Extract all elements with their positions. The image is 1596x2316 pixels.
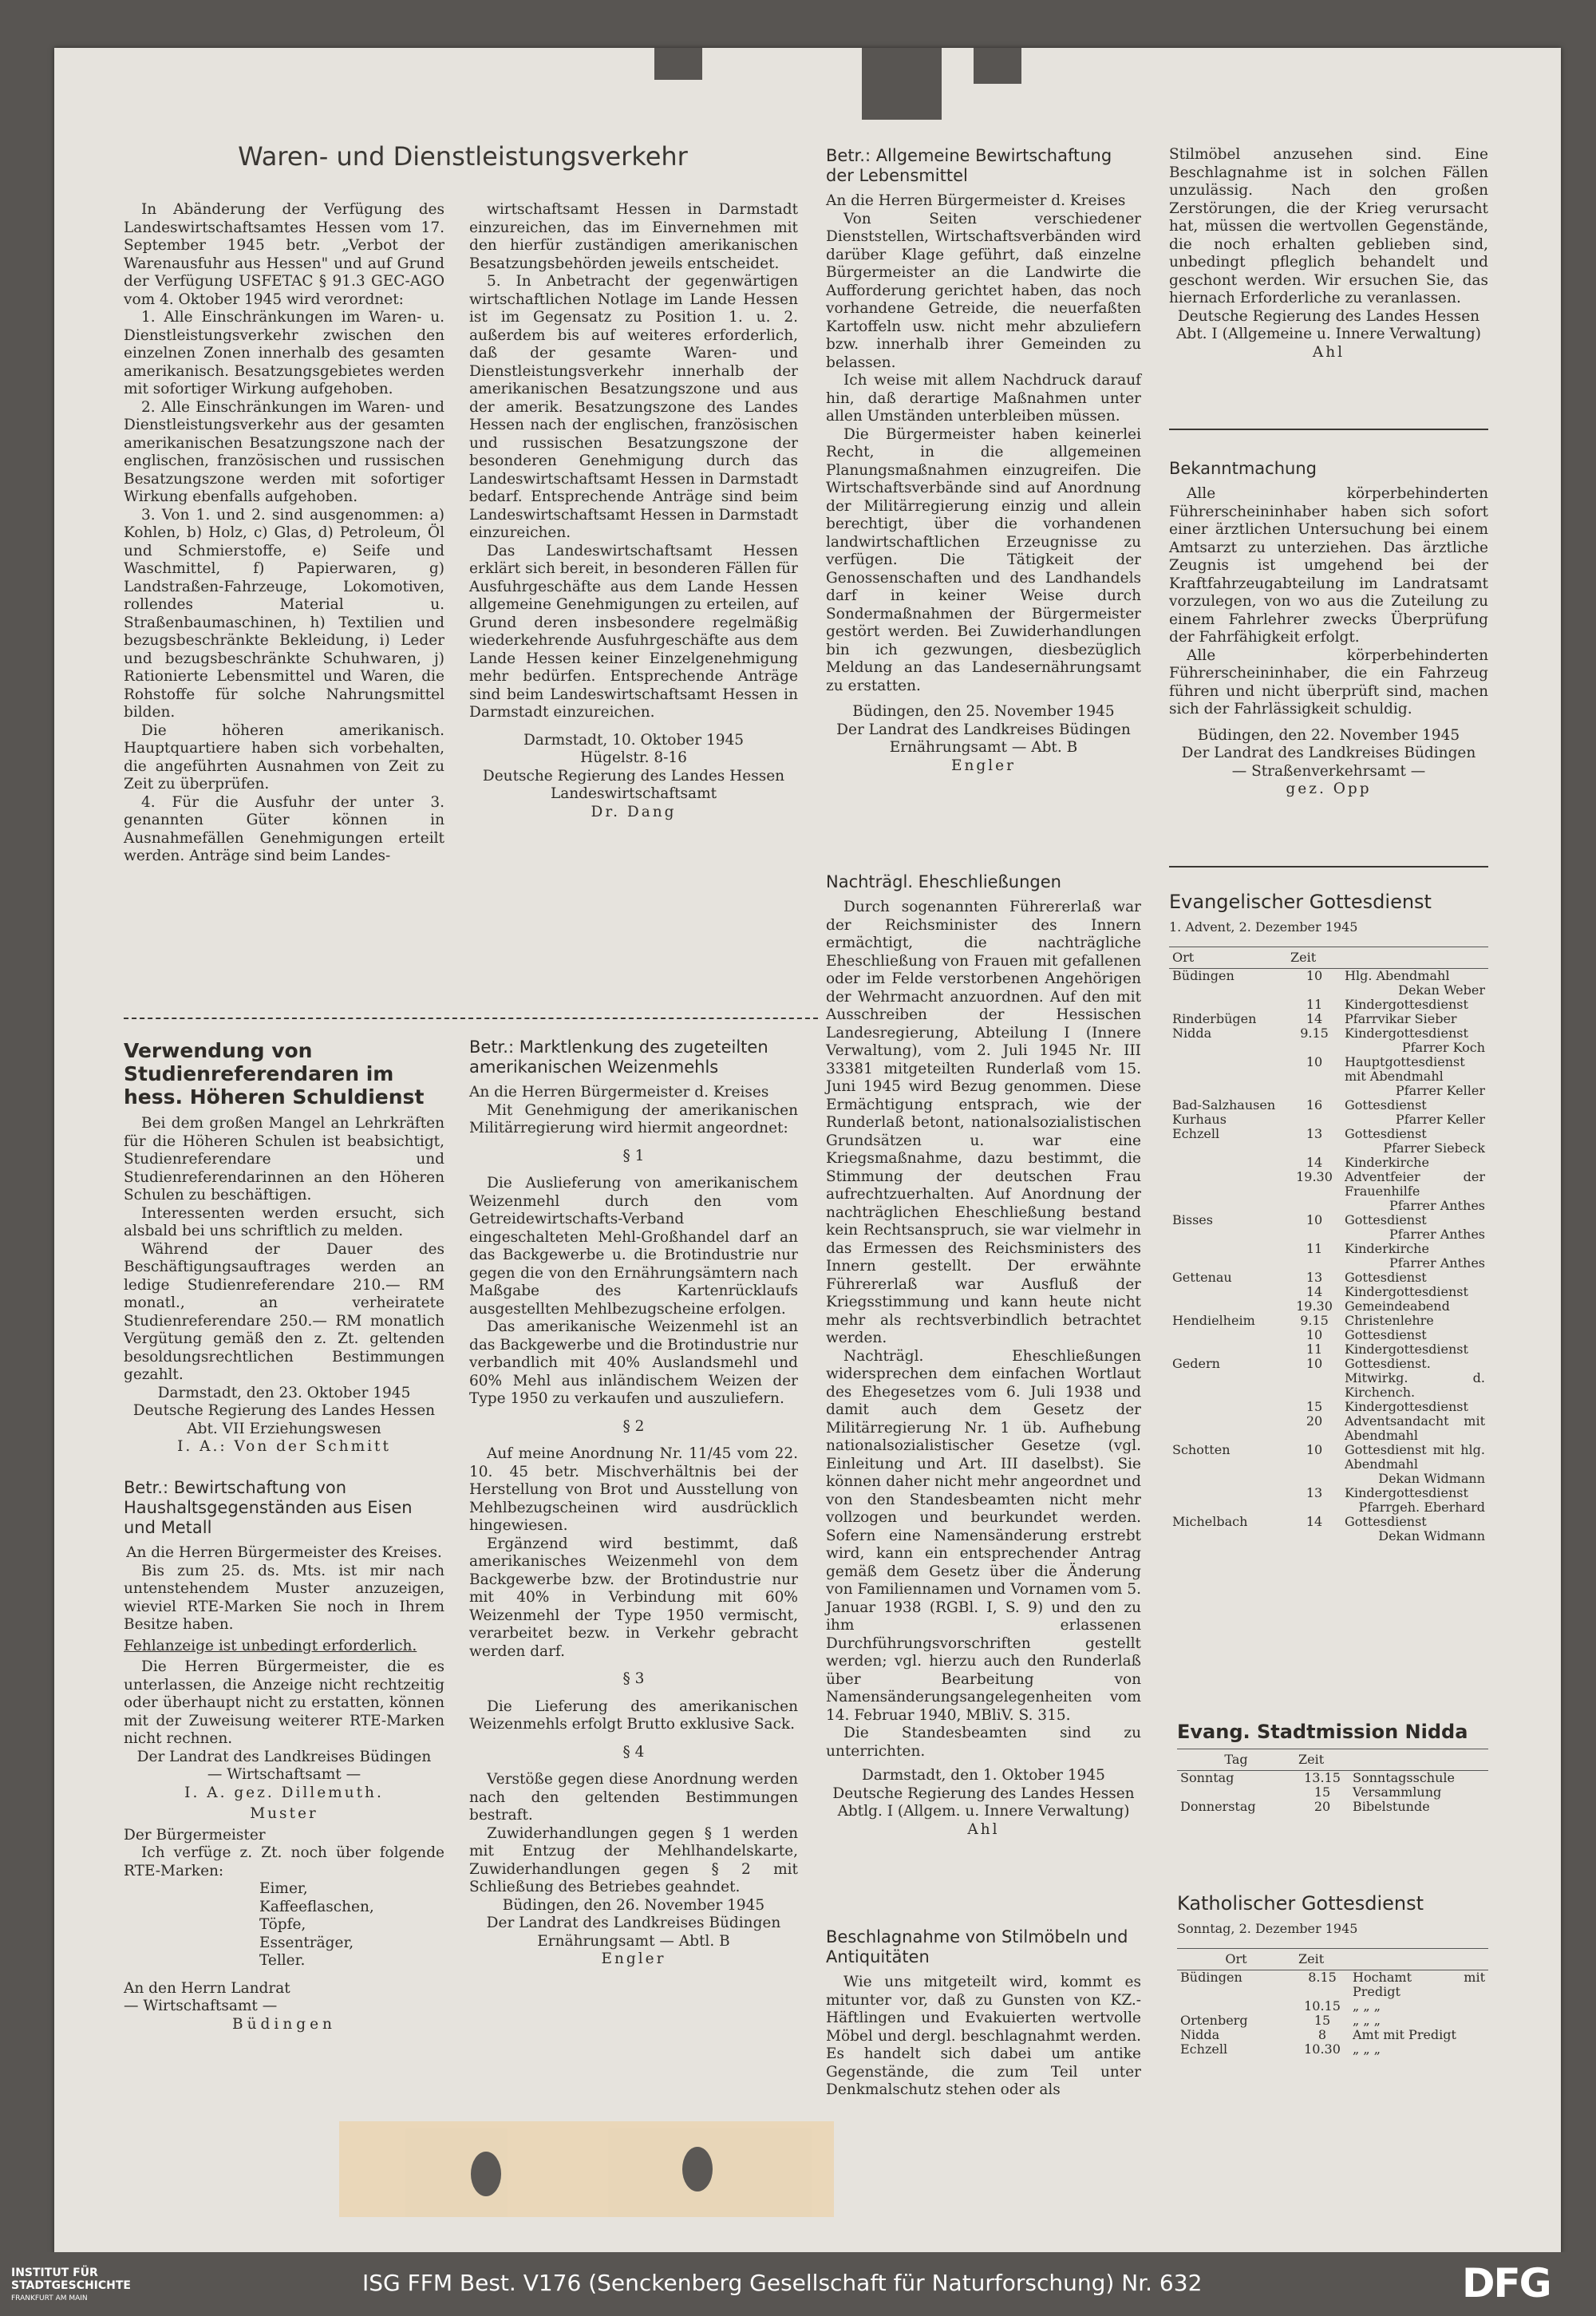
evangelical-table	[1169, 947, 1488, 1543]
cell-place: Gettenau	[1172, 1269, 1232, 1285]
signature: Engler	[951, 757, 1016, 774]
table-row	[1177, 2028, 1488, 2042]
paragraph: Alle körperbehinderten Führerscheininhaber haben sich sofort einer ärztlichen Untersuchung bei einem Amtsarzt zu unterziehen. Das ärztliche Zeugnis ist umgehend bei der Kraftfahrzeugabteilung im Landratsamt vorzulegen, von wo aus die Zuteilung zu einem Fahrlehrer zwecks Überprüfung der Fahrfähigkeit erfolgt.	[1169, 485, 1488, 646]
paragraph: Stilmöbel anzusehen sind. Eine Beschlagnahme ist in solchen Fällen unzulässig. Nach den großen Zerstörungen, die der Krieg verursacht hat, müssen die wertvollen Gegenstände, die noch erhalten geblieben sind, unbedingt pfleglich behandelt und geschont werden. Wir ersuchen Sie, das hiernach Erforderliche zu veranlassen.	[1169, 146, 1488, 306]
address-line: Büdingen	[232, 2015, 336, 2033]
table-row	[1169, 1400, 1488, 1414]
cell-event	[1341, 1414, 1488, 1443]
event-text: Gemeindeabend	[1345, 1298, 1450, 1314]
table-row	[1169, 1170, 1488, 1213]
torn-edge	[974, 48, 1021, 84]
header-block	[120, 141, 806, 180]
archive-signature: ISG FFM Best. V176 (Senckenberg Gesellschaft für Naturforschung) Nr. 632	[362, 2270, 1203, 2296]
event-text: Gottesdienst	[1345, 1097, 1427, 1113]
col-place: Ort	[1169, 947, 1287, 968]
punch-hole	[471, 2152, 501, 2196]
license-notice	[1169, 459, 1488, 799]
sign-line: Abt. I (Allgemeine u. Innere Verwaltung)	[1176, 326, 1481, 342]
table-row	[1169, 998, 1488, 1012]
cell-event	[1341, 1170, 1488, 1213]
cell-place	[1177, 1785, 1295, 1800]
officiant: Pfarrer Anthes	[1389, 1226, 1485, 1242]
catholic-table	[1177, 1948, 1488, 2057]
table-row	[1169, 1026, 1488, 1055]
cell-time: 15	[1314, 1784, 1331, 1800]
cell-place	[1169, 1156, 1287, 1170]
table-row	[1169, 1443, 1488, 1486]
catholic-date: Sonntag, 2. Dezember 1945	[1177, 1921, 1358, 1936]
paragraph: 2. Alle Einschränkungen im Waren- und Dienstleistungsverkehr aus der gesamten amerikanischen Besatzungszone nach der englischen, französischen und russischen Besatzungszone werden mit sofortiger Wirkung ebenfalls aufgehoben.	[124, 398, 444, 505]
cell-place	[1169, 1414, 1287, 1443]
event-text: Adventfeier der Frauenhilfe	[1345, 1168, 1485, 1199]
mission-title: Evang. Stadtmission Nidda	[1177, 1721, 1468, 1743]
cell-time: 19.30	[1296, 1168, 1333, 1184]
address-line: An die Herren Bürgermeister des Kreises.	[126, 1544, 442, 1561]
cell-event	[1341, 1515, 1488, 1543]
event-text: Kindergottesdienst	[1345, 1283, 1468, 1299]
cell-event	[1341, 1213, 1488, 1242]
cell-time: 8	[1317, 2026, 1327, 2042]
table-row	[1169, 1055, 1488, 1098]
cell-place	[1169, 1342, 1287, 1357]
sign-line: Ernährungsamt — Abt. B	[889, 739, 1078, 756]
table-row	[1169, 1314, 1488, 1328]
paragraph: Nachträgl. Eheschließungen widersprechen dem einfachen Wortlaut des Ehegesetzes vom 6. Juli 1938 und damit auch dem Gesetz der Militärregierung Nr. 1 üb. Aufhebung nationalsozialistischer Gesetze (vgl. Einleitung und Art. III daselbst). Sie können daher nicht mehr angeordnet und von den Standesbeamten nicht mehr vollzogen und beurkundet werden. Sofern eine Namensänderung erstrebt wird, kann ein entsprechender Antrag gemäß dem Gesetz über die Änderung von Familiennamen und Vornamen vom 5. Januar 1938 (RGBl. I, S. 9) und den zu ihm erlassenen Durchführungsvorschriften gestellt werden; vgl. hierzu auch den Runderlaß über Bearbeitung von Namensänderungsangelegenheiten vom 14. Februar 1940, MBliV. S. 315.	[826, 1347, 1141, 1724]
signature: gez. Opp	[1286, 781, 1372, 797]
sign-line: Darmstadt, den 1. Oktober 1945	[862, 1767, 1105, 1784]
cell-event	[1341, 1127, 1488, 1156]
table-row	[1169, 1342, 1488, 1357]
cell-event	[1341, 1299, 1488, 1314]
cell-place: Bisses	[1172, 1211, 1213, 1227]
event-text: Gottesdienst mit hlg. Abendmahl	[1345, 1441, 1485, 1472]
cell-place: Gedern	[1172, 1355, 1220, 1371]
cell-time: 9.15	[1300, 1312, 1329, 1328]
table-row	[1177, 1771, 1488, 1786]
cell-place: Michelbach	[1172, 1513, 1248, 1529]
paragraph: Von Seiten verschiedener Dienststellen, Wirtschaftsverbänden wird darüber Klage geführt, daß einzelne Bürgermeister an die Landwirte die Aufforderung gerichtet haben, das noch vorhandene Getreide, die neuerfaßten Kartoffeln usw. nicht mehr abzuliefern bzw. innerhalb ihrer Gemeinden zu belassen.	[826, 210, 1141, 371]
evangelical-title: Evangelischer Gottesdienst	[1169, 891, 1432, 913]
event-text: Amt mit Predigt	[1353, 2026, 1456, 2042]
paragraph: Die Auslieferung von amerikanischem Weizenmehl durch den vom Getreidewirtschafts-Verband eingeschalteten Mehl-Großhandel darf an das Backgewerbe u. die Brotindustrie nur gegen die von den Ernährungsämtern nach Maßgabe des Kartenrücklaufs ausgestellten Mehlbezugscheine erfolgen.	[469, 1175, 798, 1318]
sign-line: Darmstadt, den 23. Oktober 1945	[157, 1384, 411, 1401]
cell-event	[1341, 968, 1488, 998]
form-item: Eimer,	[259, 1880, 308, 1897]
household-notice	[124, 1478, 444, 2033]
event-text: Gottesdienst	[1345, 1211, 1427, 1227]
cell-event	[1341, 1357, 1488, 1400]
cell-place	[1177, 1999, 1295, 2014]
section-symbol: § 3	[622, 1670, 645, 1687]
cell-event	[1341, 1098, 1488, 1127]
torn-edge	[862, 48, 942, 120]
paragraph: Bis zum 25. ds. Mts. ist mir nach untenstehendem Muster anzuzeigen, wieviel RTE-Marken Sie noch in Ihrem Besitze haben.	[124, 1562, 444, 1633]
table-row	[1177, 2042, 1488, 2057]
catholic-services	[1177, 1894, 1488, 2057]
paragraph: Die Lieferung des amerikanischen Weizenmehls erfolgt Brutto exklusive Sack.	[469, 1697, 798, 1733]
event-text: Pfarrvikar Sieber	[1345, 1010, 1457, 1026]
cell-place: Büdingen	[1172, 967, 1235, 983]
notice-title: Betr.: Marktlenkung des zugeteilten amerikanischen Weizenmehls	[469, 1037, 768, 1077]
cell-place	[1169, 998, 1287, 1012]
paragraph: Durch sogenannten Führererlaß war der Reichsminister des Innern ermächtigt, die nachträgliche Eheschließung von Frauen mit gefallenen oder im Felde verstorbenen Angehörigen der Wehrmacht anzuordnen. Auf den mit Ausschreiben der Hessischen Landesregierung, Abteilung I (Innere Verwaltung), vom 2. Juli 1945 Nr. III 33381 mitgeteilten Runderlaß vom 15. Juni 1945 wird Bezug genommen. Diese Ermächtigung entsprach, wie der Runderlaß betont, nationalsozialistischen Grundsätzen u. war eine Kriegsmaßnahme, dazu bestimmt, die Stimmung der deutschen Frau aufrechtzuerhalten. Auf Anordnung der nachträglichen Eheschließung bestand kein Rechtsanspruch, sie war vielmehr in das Ermessen des Reichsministers des Innern gestellt. Der erwähnte Führererlaß war Ausfluß der Kriegsstimmung und kann heute nicht mehr als rechtsverbindlich betrachtet werden.	[826, 899, 1141, 1346]
table-row	[1169, 1127, 1488, 1156]
cell-time: 20	[1314, 1799, 1331, 1814]
form-heading: Muster	[250, 1805, 318, 1822]
ordinance-col1	[124, 201, 444, 866]
form-item: Essenträger,	[259, 1934, 354, 1951]
paragraph: Bei dem großen Mangel an Lehrkräften für die Höheren Schulen ist beabsichtigt, Studienreferendare und Studienreferendarinnen an den Höheren Schulen zu beschäftigen.	[124, 1115, 444, 1203]
ordinance-col2	[469, 201, 798, 821]
cell-event	[1341, 1342, 1488, 1357]
form-item: Töpfe,	[259, 1916, 306, 1933]
officiant: Dekan Widmann	[1378, 1470, 1485, 1486]
table-row	[1169, 1156, 1488, 1170]
cell-place	[1169, 1285, 1287, 1299]
officiant: Dekan Weber	[1398, 982, 1485, 998]
underline-note: Fehlanzeige ist unbedingt erforderlich.	[124, 1637, 417, 1654]
paragraph: Die Bürgermeister haben keinerlei Recht, in die allgemeinen Planungsmaßnahmen einzugreifen. Die Wirtschaftsverbände sind auf Anordnung der Militärregierung einzig und allein berechtigt, über die vorhandenen landwirtschaftlichen Erzeugnisse zu verfügen. Die Tätigkeit der Genossenschaften und des Landhandels darf in keiner Weise durch Sondermaßnahmen der Bürgermeister gestört werden. Bei Zuwiderhandlungen bin ich gezwungen, diesbezüglich Meldung an das Landesernährungsamt zu erstatten.	[826, 425, 1141, 694]
paragraph: Die höheren amerikanisch. Hauptquartiere haben sich vorbehalten, die angeführten Ausnahmen von Zeit zu Zeit zu überprüfen.	[124, 721, 444, 792]
sign-line: Büdingen, den 25. November 1945	[852, 703, 1115, 720]
marriage-notice	[826, 872, 1141, 1839]
officiant: Pfarrer Anthes	[1389, 1197, 1485, 1213]
form-line: Ich verfüge z. Zt. noch über folgende RTE-Marken:	[124, 1844, 444, 1879]
cell-place	[1169, 1486, 1287, 1515]
seizure-notice	[826, 1927, 1141, 2100]
cell-time: 10.15	[1304, 1998, 1341, 2014]
punch-hole	[682, 2147, 713, 2192]
cell-place: Nidda	[1172, 1025, 1212, 1041]
paragraph: Mit Genehmigung der amerikanischen Militärregierung wird hiermit angeordnet:	[469, 1101, 798, 1136]
table-row	[1169, 1357, 1488, 1400]
cell-event	[1349, 1970, 1488, 1999]
cell-place: Nidda	[1180, 2026, 1220, 2042]
cell-event	[1341, 1486, 1488, 1515]
paragraph: Die Herren Bürgermeister, die es unterlassen, die Anzeige nicht rechtzeitig oder überhaupt nicht zu erstatten, können mit der Zuweisung weiterer RTE-Marken nicht rechnen.	[124, 1658, 444, 1747]
cell-event	[1341, 1314, 1488, 1328]
col-time: Zeit	[1287, 947, 1341, 968]
section-symbol: § 4	[622, 1743, 645, 1761]
signature: Engler	[601, 1950, 666, 1967]
table-row	[1169, 1271, 1488, 1285]
form-item: Kaffeeflaschen,	[259, 1898, 374, 1915]
event-text: „ „ „	[1353, 1998, 1381, 2014]
paragraph: 4. Für die Ausfuhr der unter 3. genannten Güter können in Ausnahmefällen Genehmigungen erteilt werden. Anträge sind beim Landes-	[124, 793, 444, 864]
form-item: Teller.	[259, 1952, 306, 1969]
officiant: Pfarrer Keller	[1395, 1082, 1485, 1098]
table-row	[1177, 1999, 1488, 2014]
event-text: Bibelstunde	[1353, 1799, 1430, 1814]
address-line: An die Herren Bürgermeister d. Kreises	[826, 192, 1126, 209]
cell-event	[1341, 998, 1488, 1012]
paragraph: Während der Dauer des Beschäftigungsauftrages werden an ledige Studienreferendare 210.— RM monatl., an verheiratete Studienreferendare 250.— RM monatlich Vergütung gemäß den z. Zt. geltenden besoldungsrechtlichen Bestimmungen gezahlt.	[124, 1240, 444, 1383]
event-text: Christenlehre	[1345, 1312, 1434, 1328]
cell-event	[1341, 1443, 1488, 1486]
cell-time: 10	[1306, 1355, 1323, 1371]
table-row	[1177, 1785, 1488, 1800]
cell-place: Echzell	[1180, 2041, 1228, 2057]
paragraph: Auf meine Anordnung Nr. 11/45 vom 22. 10. 45 betr. Mischverhältnis bei der Herstellung von Brot und Ausstellung von Mehlbezugscheinen wird ausdrücklich hingewiesen.	[469, 1445, 798, 1534]
table-row	[1169, 1213, 1488, 1242]
event-text: Gottesdienst	[1345, 1326, 1427, 1342]
address-line: An die Herren Bürgermeister d. Kreises	[469, 1084, 769, 1101]
evangelical-date: 1. Advent, 2. Dezember 1945	[1169, 919, 1358, 935]
cell-time: 15	[1306, 1398, 1323, 1414]
cell-time: 10	[1306, 1211, 1323, 1227]
paragraph: Verstöße gegen diese Anordnung werden nach den geltenden Bestimmungen bestraft.	[469, 1771, 798, 1824]
paragraph: Die Standesbeamten sind zu unterrichten.	[826, 1725, 1141, 1760]
signature: I. A. gez. Dillemuth.	[184, 1784, 384, 1801]
address-line: An den Herrn Landrat	[124, 1979, 290, 1997]
cell-place: Bad-Salzhausen Kurhaus	[1172, 1097, 1276, 1127]
paragraph: 1. Alle Einschränkungen im Waren- u. Dienstleistungsverkehr zwischen den einzelnen Zonen innerhalb des gesamten amerikanisch. Besatzungsgebietes werden mit sofortiger Wirkung aufgehoben.	[124, 309, 444, 397]
table-row	[1169, 968, 1488, 998]
cell-time: 14	[1306, 1010, 1323, 1026]
cell-event	[1341, 1012, 1488, 1026]
cell-time: 13	[1306, 1269, 1323, 1285]
event-text: „ „ „	[1353, 2041, 1381, 2057]
cell-time: 10	[1306, 1053, 1323, 1069]
col-time: Zeit	[1295, 1948, 1349, 1970]
page-title: Waren- und Dienstleistungsverkehr	[238, 141, 688, 172]
signature: I. A.: Von der Schmitt	[177, 1438, 391, 1455]
dfg-logo: DFG	[1462, 2260, 1551, 2306]
torn-edge	[654, 48, 702, 80]
sign-line: Der Landrat des Landkreises Büdingen	[836, 721, 1131, 738]
table-row	[1169, 1414, 1488, 1443]
paragraph: Interessenten werden ersucht, sich alsbald bei uns schriftlich zu melden.	[124, 1204, 444, 1239]
officiant: Pfarrer Koch	[1401, 1039, 1485, 1055]
cell-time: 10.30	[1304, 2041, 1341, 2057]
event-text: Gottesdienst	[1345, 1513, 1427, 1529]
signature: Ahl	[1312, 343, 1345, 361]
archive-footer	[0, 2252, 1596, 2316]
cell-place	[1169, 1328, 1287, 1342]
officiant: Pfarrer Siebeck	[1383, 1140, 1485, 1156]
cell-time: 20	[1306, 1413, 1323, 1429]
cell-time: 11	[1306, 1240, 1323, 1256]
event-text: Hlg. Abendmahl	[1345, 967, 1450, 983]
cell-event	[1349, 1800, 1488, 1814]
sign-line: Abt. VII Erziehungswesen	[187, 1420, 381, 1437]
table-row	[1169, 1012, 1488, 1026]
cell-time: 13	[1306, 1484, 1323, 1500]
sign-line: Der Landrat des Landkreises Büdingen	[136, 1748, 432, 1765]
cell-event	[1349, 1999, 1488, 2014]
catholic-title: Katholischer Gottesdienst	[1177, 1892, 1424, 1915]
paragraph: wirtschaftsamt Hessen in Darmstadt einzureichen, das im Einvernehmen mit den hierfür zuständigen amerikanischen Besatzungsbehörden jeweils entscheidet.	[469, 201, 798, 272]
event-text: Hauptgottesdienst mit Abendmahl	[1345, 1053, 1465, 1084]
cell-place	[1169, 1055, 1287, 1098]
officiant: Pfarrer Anthes	[1389, 1255, 1485, 1271]
cell-place: Büdingen	[1180, 1969, 1242, 1985]
cell-time: 15	[1314, 2012, 1331, 2028]
cell-time: 13.15	[1304, 1770, 1341, 1785]
cell-place: Ortenberg	[1180, 2012, 1248, 2028]
cell-event	[1341, 1328, 1488, 1342]
notice-title: Betr.: Bewirtschaftung von Haushaltsgegenständen aus Eisen und Metall	[124, 1478, 413, 1537]
sign-line: — Straßenverkehrsamt —	[1231, 762, 1426, 780]
cell-time: 8.15	[1308, 1969, 1337, 1985]
cell-event	[1341, 1285, 1488, 1299]
table-row	[1177, 1970, 1488, 1999]
paragraph: Ich weise mit allem Nachdruck darauf hin, daß derartige Maßnahmen unter allen Umständen unterbleiben müssen.	[826, 372, 1141, 425]
sign-line: Ernährungsamt — Abtl. B	[537, 1932, 730, 1950]
cell-event	[1349, 1771, 1488, 1786]
sign-line: Büdingen, den 22. November 1945	[1197, 726, 1460, 744]
table-row	[1169, 1486, 1488, 1515]
event-text: Kindergottesdienst	[1345, 996, 1468, 1012]
form-line: Der Bürgermeister	[124, 1826, 266, 1844]
sign-line: Der Landrat des Landkreises Büdingen	[1181, 745, 1476, 761]
cell-event	[1349, 2042, 1488, 2057]
paragraph: Das Landeswirtschaftsamt Hessen erklärt sich bereit, in besonderen Fällen für Ausfuhrgeschäfte aus dem Lande Hessen allgemeine Genehmigungen zu erteilen, auf Grund deren insbesondere regelmäßig wiederkehrende Ausfuhrgeschäfte aus dem Lande Hessen keiner Einzelgenehmigung mehr bedürfen. Entsprechende Anträge sind beim Landeswirtschaftsamt Hessen in Darmstadt einzureichen.	[469, 542, 798, 721]
officiant: Pfarrer Keller	[1395, 1111, 1485, 1127]
event-text: Gottesdienst	[1345, 1125, 1427, 1141]
paragraph: Das amerikanische Weizenmehl ist an das Backgewerbe und die Brotindustrie nur verbandlich mit 40% Auslandsmehl und 60% Mehl aus inländischem Weizen der Type 1950 zu verkaufen und auszuliefern.	[469, 1318, 798, 1407]
event-text: Kindergottesdienst	[1345, 1341, 1468, 1357]
table-row	[1177, 1800, 1488, 1814]
food-management-notice	[826, 146, 1141, 775]
cell-time: 9.15	[1300, 1025, 1329, 1041]
signature: Dr. Dang	[591, 803, 677, 820]
table-row	[1169, 1285, 1488, 1299]
notice-title: Nachträgl. Eheschließungen	[826, 872, 1061, 891]
cell-time: 11	[1306, 1341, 1323, 1357]
cell-place: Donnerstag	[1180, 1799, 1256, 1814]
tape-strip	[339, 2121, 834, 2217]
mission-table	[1177, 1749, 1488, 1814]
cell-time: 11	[1306, 996, 1323, 1012]
furniture-notice-cont	[1169, 146, 1488, 362]
table-row	[1169, 1299, 1488, 1314]
signature: Ahl	[967, 1820, 1000, 1838]
event-text: Kinderkirche	[1345, 1154, 1429, 1170]
cell-time: 14	[1306, 1154, 1323, 1170]
paragraph: Alle körperbehinderten Führerscheininhaber, die ein Fahrzeug führen und nicht überprüft sind, machen sich der Fahrlässigkeit schuldig.	[1169, 646, 1488, 717]
evangelical-services	[1169, 892, 1488, 1543]
cell-place	[1169, 1299, 1287, 1314]
sign-line: Deutsche Regierung des Landes Hessen	[132, 1402, 436, 1419]
cell-event	[1349, 2028, 1488, 2042]
sign-line: — Wirtschaftsamt —	[207, 1766, 361, 1783]
table-row	[1169, 1242, 1488, 1271]
col-place: Ort	[1177, 1948, 1295, 1970]
sign-line: Darmstadt, 10. Oktober 1945	[523, 731, 745, 749]
cell-time: 16	[1306, 1097, 1323, 1113]
cell-place	[1169, 1242, 1287, 1271]
event-text: Gottesdienst	[1345, 1269, 1427, 1285]
sign-line: Der Landrat des Landkreises Büdingen	[486, 1915, 781, 1931]
cell-time: 14	[1306, 1283, 1323, 1299]
address-line: — Wirtschaftsamt —	[124, 1998, 278, 2014]
event-text: Adventsandacht mit Abendmahl	[1345, 1413, 1485, 1443]
table-row	[1169, 1515, 1488, 1543]
cell-place	[1169, 1400, 1287, 1414]
cell-event	[1341, 1055, 1488, 1098]
cell-place	[1169, 1170, 1287, 1213]
paragraph: Wie uns mitgeteilt wird, kommt es mitunter vor, daß zu Gunsten von KZ.-Häftlingen und Evakuierten wertvolle Möbel und dergl. beschlagnahmt werden. Es handelt sich dabei um antike Gegenstände, die zum Teil unter Denkmalschutz stehen oder als	[826, 1974, 1141, 2098]
col-day: Tag	[1177, 1749, 1295, 1771]
cell-time: 10	[1306, 967, 1323, 983]
event-text: Gottesdienst. Mitwirkg. d. Kirchench.	[1345, 1355, 1485, 1400]
paragraph: Zuwiderhandlungen gegen § 1 werden mit Entzug der Mehlhandelskarte, Zuwiderhandlungen gegen § 2 mit Schließung des Betriebes geahndet.	[469, 1824, 798, 1895]
cell-event	[1341, 1242, 1488, 1271]
officiant: Dekan Widmann	[1378, 1528, 1485, 1543]
cell-time: 10	[1306, 1326, 1323, 1342]
event-text: Kindergottesdienst	[1345, 1484, 1468, 1500]
section-symbol: § 1	[622, 1147, 645, 1164]
sign-line: Abtlg. I (Allgem. u. Innere Verwaltung)	[837, 1803, 1130, 1820]
divider	[1169, 429, 1488, 430]
cell-time: 10	[1306, 1441, 1323, 1457]
table-row	[1177, 2014, 1488, 2028]
section-symbol: § 2	[622, 1417, 645, 1435]
cell-place: Hendielheim	[1172, 1312, 1255, 1328]
cell-event	[1341, 1026, 1488, 1055]
cell-event	[1341, 1400, 1488, 1414]
event-text: Versammlung	[1353, 1784, 1442, 1800]
event-text: Kindergottesdienst	[1345, 1025, 1468, 1041]
sign-line: Deutsche Regierung des Landes Hessen	[1177, 307, 1480, 325]
sign-line: Landeswirtschaftsamt	[550, 785, 717, 802]
cell-place: Sonntag	[1180, 1770, 1235, 1785]
event-text: „ „ „	[1353, 2012, 1381, 2028]
flour-notice	[469, 1037, 798, 1969]
cell-time: 19.30	[1296, 1298, 1333, 1314]
referendare-notice	[124, 1039, 444, 1456]
notice-title: Bekanntmachung	[1169, 459, 1317, 478]
paragraph: 5. In Anbetracht der gegenwärtigen wirtschaftlichen Notlage im Lande Hessen ist im Gegensatz zu Position 1. u. 2. außerdem bis auf weiteres erforderlich, daß der gesamte Waren- und Dienstleistungsverkehr innerhalb der amerikanischen Besatzungszone und aus der amerik. Besatzungszone des Landes Hessen nach der englischen, französischen und russischen Besatzungszone der besonderen Genehmigung durch das Landeswirtschaftsamt Hessen in Darmstadt bedarf. Entsprechende Anträge sind beim Landeswirtschaftsamt Hessen in Darmstadt einzureichen.	[469, 273, 799, 541]
col-time: Zeit	[1295, 1749, 1349, 1771]
sign-line: Deutsche Regierung des Landes Hessen	[832, 1784, 1135, 1802]
officiant: Pfarrgeh. Eberhard	[1358, 1499, 1485, 1515]
divider	[1169, 866, 1488, 868]
notice-title: Beschlagnahme von Stilmöbeln und Antiquitäten	[826, 1927, 1128, 1966]
sign-line: Hügelstr. 8-16	[580, 749, 687, 766]
table-row	[1169, 1098, 1488, 1127]
notice-title: Betr.: Allgemeine Bewirtschaftung der Lebensmittel	[826, 146, 1112, 185]
institute-logo: INSTITUT FÜR STADTGESCHICHTE FRANKFURT AM MAIN	[11, 2267, 131, 2302]
event-text: Hochamt mit Predigt	[1353, 1969, 1485, 1999]
event-text: Kindergottesdienst	[1345, 1398, 1468, 1414]
divider	[124, 1018, 818, 1019]
mission-services	[1177, 1722, 1488, 1814]
paragraph: 3. Von 1. und 2. sind ausgenommen: a) Kohlen, b) Holz, c) Glas, d) Petroleum, Öl und Schmierstoffe, e) Seife und Waschmittel, f) Papierwaren, g) Landstraßen-Fahrzeuge, Lokomotiven, rollendes Material u. Straßenbaumaschinen, h) Textilien und bezugsbeschränkte Bekleidung, i) Leder und bezugsbeschränkte Schuhwaren, j) Rationierte Lebensmittel und Waren, die Rohstoffe für solche Nahrungsmittel bilden.	[124, 506, 444, 721]
paragraph: In Abänderung der Verfügung des Landeswirtschaftsamtes Hessen vom 17. September 1945 betr. „Verbot der Warenausfuhr aus Hessen" und auf Grund der Verfügung USFETAC § 91.3 GEC-AGO vom 4. Oktober 1945 wird verordnet:	[124, 201, 444, 308]
notice-title: Verwendung von Studienreferendaren im hess. Höheren Schuldienst	[124, 1039, 425, 1109]
cell-place: Echzell	[1172, 1125, 1220, 1141]
event-text: Kinderkirche	[1345, 1240, 1429, 1256]
cell-place: Rinderbügen	[1172, 1010, 1257, 1026]
sign-line: Deutsche Regierung des Landes Hessen	[482, 767, 785, 785]
cell-time: 13	[1306, 1125, 1323, 1141]
cell-event	[1341, 1271, 1488, 1285]
event-text: Sonntagsschule	[1353, 1770, 1455, 1785]
cell-event	[1341, 1156, 1488, 1170]
sign-line: Büdingen, den 26. November 1945	[502, 1896, 765, 1914]
cell-time: 14	[1306, 1513, 1323, 1529]
table-row	[1169, 1328, 1488, 1342]
cell-place: Schotten	[1172, 1441, 1231, 1457]
cell-event	[1349, 2014, 1488, 2028]
cell-event	[1349, 1785, 1488, 1800]
paragraph: Ergänzend wird bestimmt, daß amerikanisches Weizenmehl von dem Backgewerbe bzw. der Brotindustrie nur mit 40% in Verbindung mit 60% Weizenmehl der Type 1950 vermischt, verarbeitet bezw. in Verkehr gebracht werden darf.	[469, 1535, 798, 1660]
